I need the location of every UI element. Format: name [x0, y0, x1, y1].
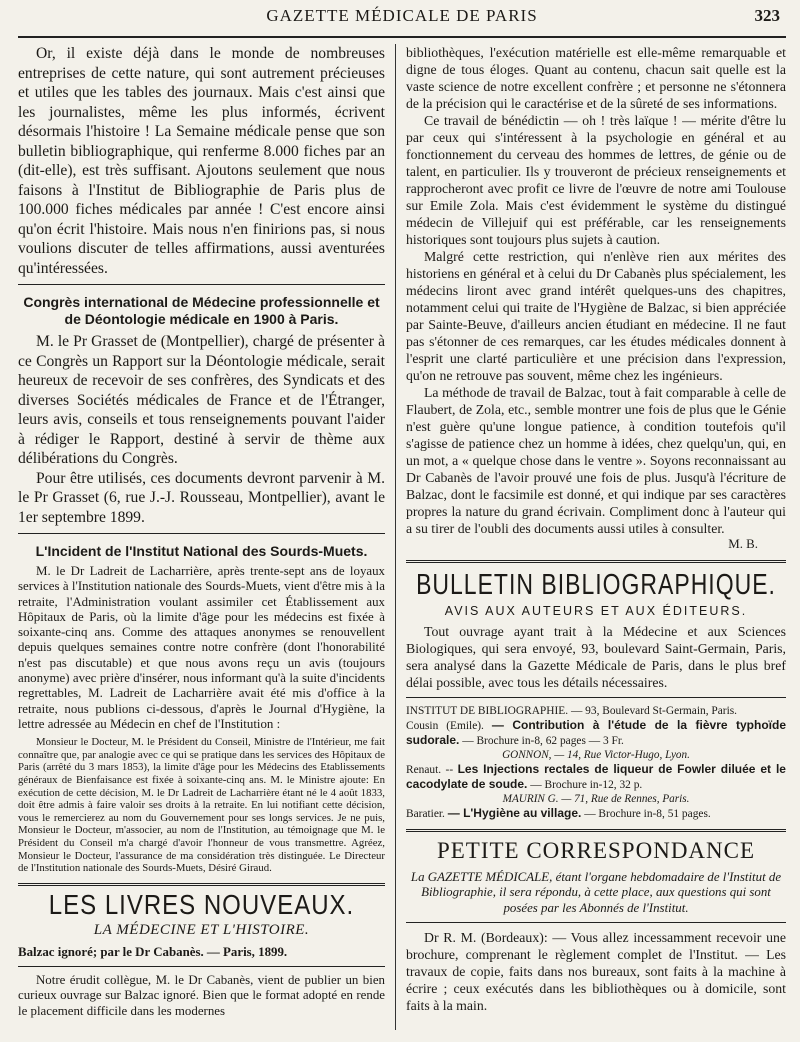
bib-title: — Contribution à l'étude de la fièvre typhoïde sudorale. [406, 718, 786, 747]
bib-title: Les Injections rectales de liqueur de Fowler diluée et le cacodylate de soude. [406, 762, 786, 791]
right-column [395, 44, 786, 1030]
bib-details: — Brochure in-12, 32 p. [530, 779, 643, 791]
divider [18, 284, 385, 285]
running-header [18, 0, 786, 38]
bulletin-heading: BULLETIN BIBLIOGRAPHIQUE. [416, 567, 776, 601]
review-paragraph-2: Ce travail de bénédictin — oh ! très laïque ! — mérite d'être lu par ceux qui s'intéressent à la psychologie en général et au fonctionnement du cerveau des hommes de lettres, de génie ou de talent, en particulier. Ils y trouveront de précieux renseignements et rapprocheront avec profit ce livre de l'œuvre de notre ami Toulouse sur Emile Zola. Mais c'est évidemment le système du distingué médecin de Villejuif qui est préférable, car les renseignements historiques sont toujours plus sujets à caution. [406, 113, 786, 247]
petite-intro: La GAZETTE MÉDICALE, étant l'organe hebdomadaire de l'Institut de Bibliographie, il sera répondu, à cette place, aux questions qui sont posées par les Abonnés de l'Institut. [410, 870, 782, 915]
bib-author: Baratier. [406, 808, 445, 820]
bib-entry-renaut [406, 762, 786, 792]
balzac-review-start: Notre érudit collègue, M. le Dr Cabanès, vient de publier un bien curieux ouvrage sur Balzac ignoré. Bien que le format adopté en rende le placement difficile dans les modernes [18, 973, 385, 1018]
intro-paragraph: Or, il existe déjà dans le monde de nombreuses entreprises de cette nature, qui sont autrement précieuses et utiles que les tables des journaux. Mais c'est ainsi que les journalistes, même les plus informés, écrivent désormais l'histoire ! La Semaine médicale pense que son bulletin bibliographique, qui renferme 8.000 fiches par an (dit-elle), est très suffisant. Ajoutons seulement que nous faisons à l'Institut de Bibliographie de Paris plus de 100.000 fiches médicales par année ! C'est encore ainsi qu'on écrit l'histoire. Mais nous n'en finirions pas, si nous voulions discuter de telles affirmations, aussi aventurées qu'intéressées. [18, 45, 385, 277]
bib-details: — Brochure in-8, 62 pages — 3 Fr. [462, 735, 624, 747]
bib-entry-cousin [406, 718, 786, 748]
divider [406, 697, 786, 698]
livres-heading: LES LIVRES NOUVEAUX. [48, 889, 355, 921]
incident-heading: L'Incident de l'Institut National des Sourds-Muets. [35, 543, 368, 559]
bib-publisher: MAURIN G. — 71, Rue de Rennes, Paris. [502, 793, 690, 805]
petite-reply: Dr R. M. (Bordeaux): — Vous allez incessamment recevoir une brochure, comprenant le règlement complet de l'Institut. — Les travaux de copie, faits dans nos bureaux, sont faits à la machine à écrire ; ceux exécutés dans les bibliothèques ou à domicile, sont faits à la main. [406, 929, 786, 1013]
divider [18, 966, 385, 967]
bulletin-notice: Tout ouvrage ayant trait à la Médecine et aux Sciences Biologiques, qui sera envoyé, 93, boulevard Saint-Germain, Paris, sera analysé dans la Gazette Médicale de Paris, dans le plus bref délai possible, avec tous les détails nécessaires. [406, 624, 786, 690]
bib-title: — L'Hygiène au village. [447, 806, 582, 820]
petite-correspondance-heading: PETITE CORRESPONDANCE [436, 838, 756, 863]
congress-paragraph-2: Pour être utilisés, ces documents devront parvenir à M. le Pr Grasset (6, rue J.-J. Rousseau, Montpellier), avant le 1er septembre 1899. [18, 469, 385, 526]
incident-paragraph: M. le Dr Ladreit de Lacharrière, après trente-sept ans de loyaux services à l'Institution nationale des Sourds-Muets, vient d'être mis à la retraite, l'Administration voulant assimiler cet Établissement aux Hôpitaux de Paris, où la limite d'âge pour les médecins est fixée à soixante-cinq ans. Comme des attaques anonymes se renouvellent depuis quelques semaines contre notre confrère (dont l'honorabilité n'est pas discutable) et que nous avons reçu un avis (toujours anonyme) avec prière d'insérer, nous informant qu'à la suite d'incidents regrettables, M. Ladreit de Lacharrière avait été mis d'office à la retraite, nous publions ci-dessous, d'après le Journal d'Hygiène, la lettre adressée au Médecin en chef de l'Institution : [18, 564, 385, 731]
avis-subheading: AVIS AUX AUTEURS ET AUX ÉDITEURS. [444, 604, 748, 618]
double-rule [18, 883, 385, 886]
bib-publisher: GONNON, — 14, Rue Victor-Hugo, Lyon. [502, 749, 690, 761]
double-rule [406, 560, 786, 563]
review-paragraph-1: bibliothèques, l'exécution matérielle est elle-même remarquable et digne de tous éloges. Quant au contenu, chacun sait quelle est la vaste science de notre excellent confrère ; et personne ne s'étonnera de la précision qui le caractérise et de la sûreté de ses informations. [406, 45, 786, 111]
left-column [18, 44, 395, 1030]
review-signature: M. B. [728, 537, 758, 551]
journal-title: GAZETTE MÉDICALE DE PARIS [266, 6, 538, 25]
bib-author: Renaut. -- [406, 764, 454, 776]
divider [406, 922, 786, 923]
two-column-body [18, 44, 786, 1030]
page-number: 323 [754, 6, 780, 25]
bib-entry-institut: INSTITUT DE BIBLIOGRAPHIE. — 93, Boulevard St-Germain, Paris. [406, 705, 738, 717]
livres-subheading: LA MÉDECINE ET L'HISTOIRE. [93, 921, 310, 938]
review-paragraph-3: Malgré cette restriction, qui n'enlève rien aux mérites des historiens en général et à celui du Dr Cabanès plus spécialement, les médecins liront avec grand intérêt quelques-uns des chapitres, notamment celui qui traite de l'Hygiène de Balzac, si bien appréciée par Sainte-Beuve, d'ailleurs ancien étudiant en médecine. Il ne faut pas s'étonner de ces remarques, car les études médicales donnent à l'esprit une clarté particulière et une précision dans l'expression, qu'on ne retrouve pas souvent, même chez les ingénieurs. [406, 249, 786, 383]
review-paragraph-4: La méthode de travail de Balzac, tout à fait comparable à celle de Flaubert, de Zola, etc., semble montrer une fois de plus que le Génie n'est guère qu'une longue patience, à condition toutefois qu'il s'agisse de patience chez un homme à idées, chez quelqu'un, qui, en un mot, a « quelque chose dans le ventre ». Soyons reconnaissant au Dr Cabanès de l'avoir prouvé une fois de plus. Jusqu'à l'écriture de Balzac, dont le facsimile est donné, et qui indique par ses caractères propres la nature du grand écrivain. Compliment donc à l'auteur qui a su tirer de l'oubli des documents aussi utiles à consulter. [406, 385, 786, 536]
bib-entry-baratier [406, 806, 786, 821]
congress-paragraph-1: M. le Pr Grasset de (Montpellier), chargé de présenter à ce Congrès un Rapport sur la Déontologie médicale, serait heureux de recevoir de ses confrères, des Syndicats et des diverses Sociétés médicales de France et de l'Étranger, leurs avis, conseils et tous renseignements pouvant l'aider à rédiger le Rapport, destiné à servir de thème aux délibérations du Congrès. [18, 333, 385, 467]
divider [18, 533, 385, 534]
congress-heading: Congrès international de Médecine professionnelle et de Déontologie médicale en 1900 à Paris. [23, 294, 380, 327]
incident-letter: Monsieur le Docteur, M. le Président du Conseil, Ministre de l'Intérieur, me fait connaître que, par analogie avec ce qui se pratique dans les services des Hôpitaux de Paris (arrêté du 3 mars 1853), la limite d'âge pour les Médecins des Etablissements généraux de Bienfaisance est fixée à soixante-cinq ans. M. le Ministre ajoute: En exécution de cette décision, M. le Dr Ladreit de Lacharrière étant né le 4 août 1833, doit être admis à faire valoir ses droits à la retraite. En lui notifiant cette décision, vous le remercierez au nom du Gouvernement pour ses longs services. Je ne puis, Monsieur le Docteur, m'associer, au nom de l'Institution, au témoignage que M. le Président du Conseil m'a chargé d'avoir l'honneur de vous transmettre. Agréez, Monsieur le Docteur, l'assurance de ma considération très distinguée. Le Directeur de l'Institution nationale des Sourds-Muets, Désiré Giraud. [18, 736, 385, 875]
bib-author: Cousin (Emile). [406, 720, 484, 732]
double-rule [406, 829, 786, 832]
bib-details: — Brochure in-8, 51 pages. [584, 808, 711, 820]
balzac-reference: Balzac ignoré; par le Dr Cabanès. — Paris, 1899. [18, 944, 288, 959]
